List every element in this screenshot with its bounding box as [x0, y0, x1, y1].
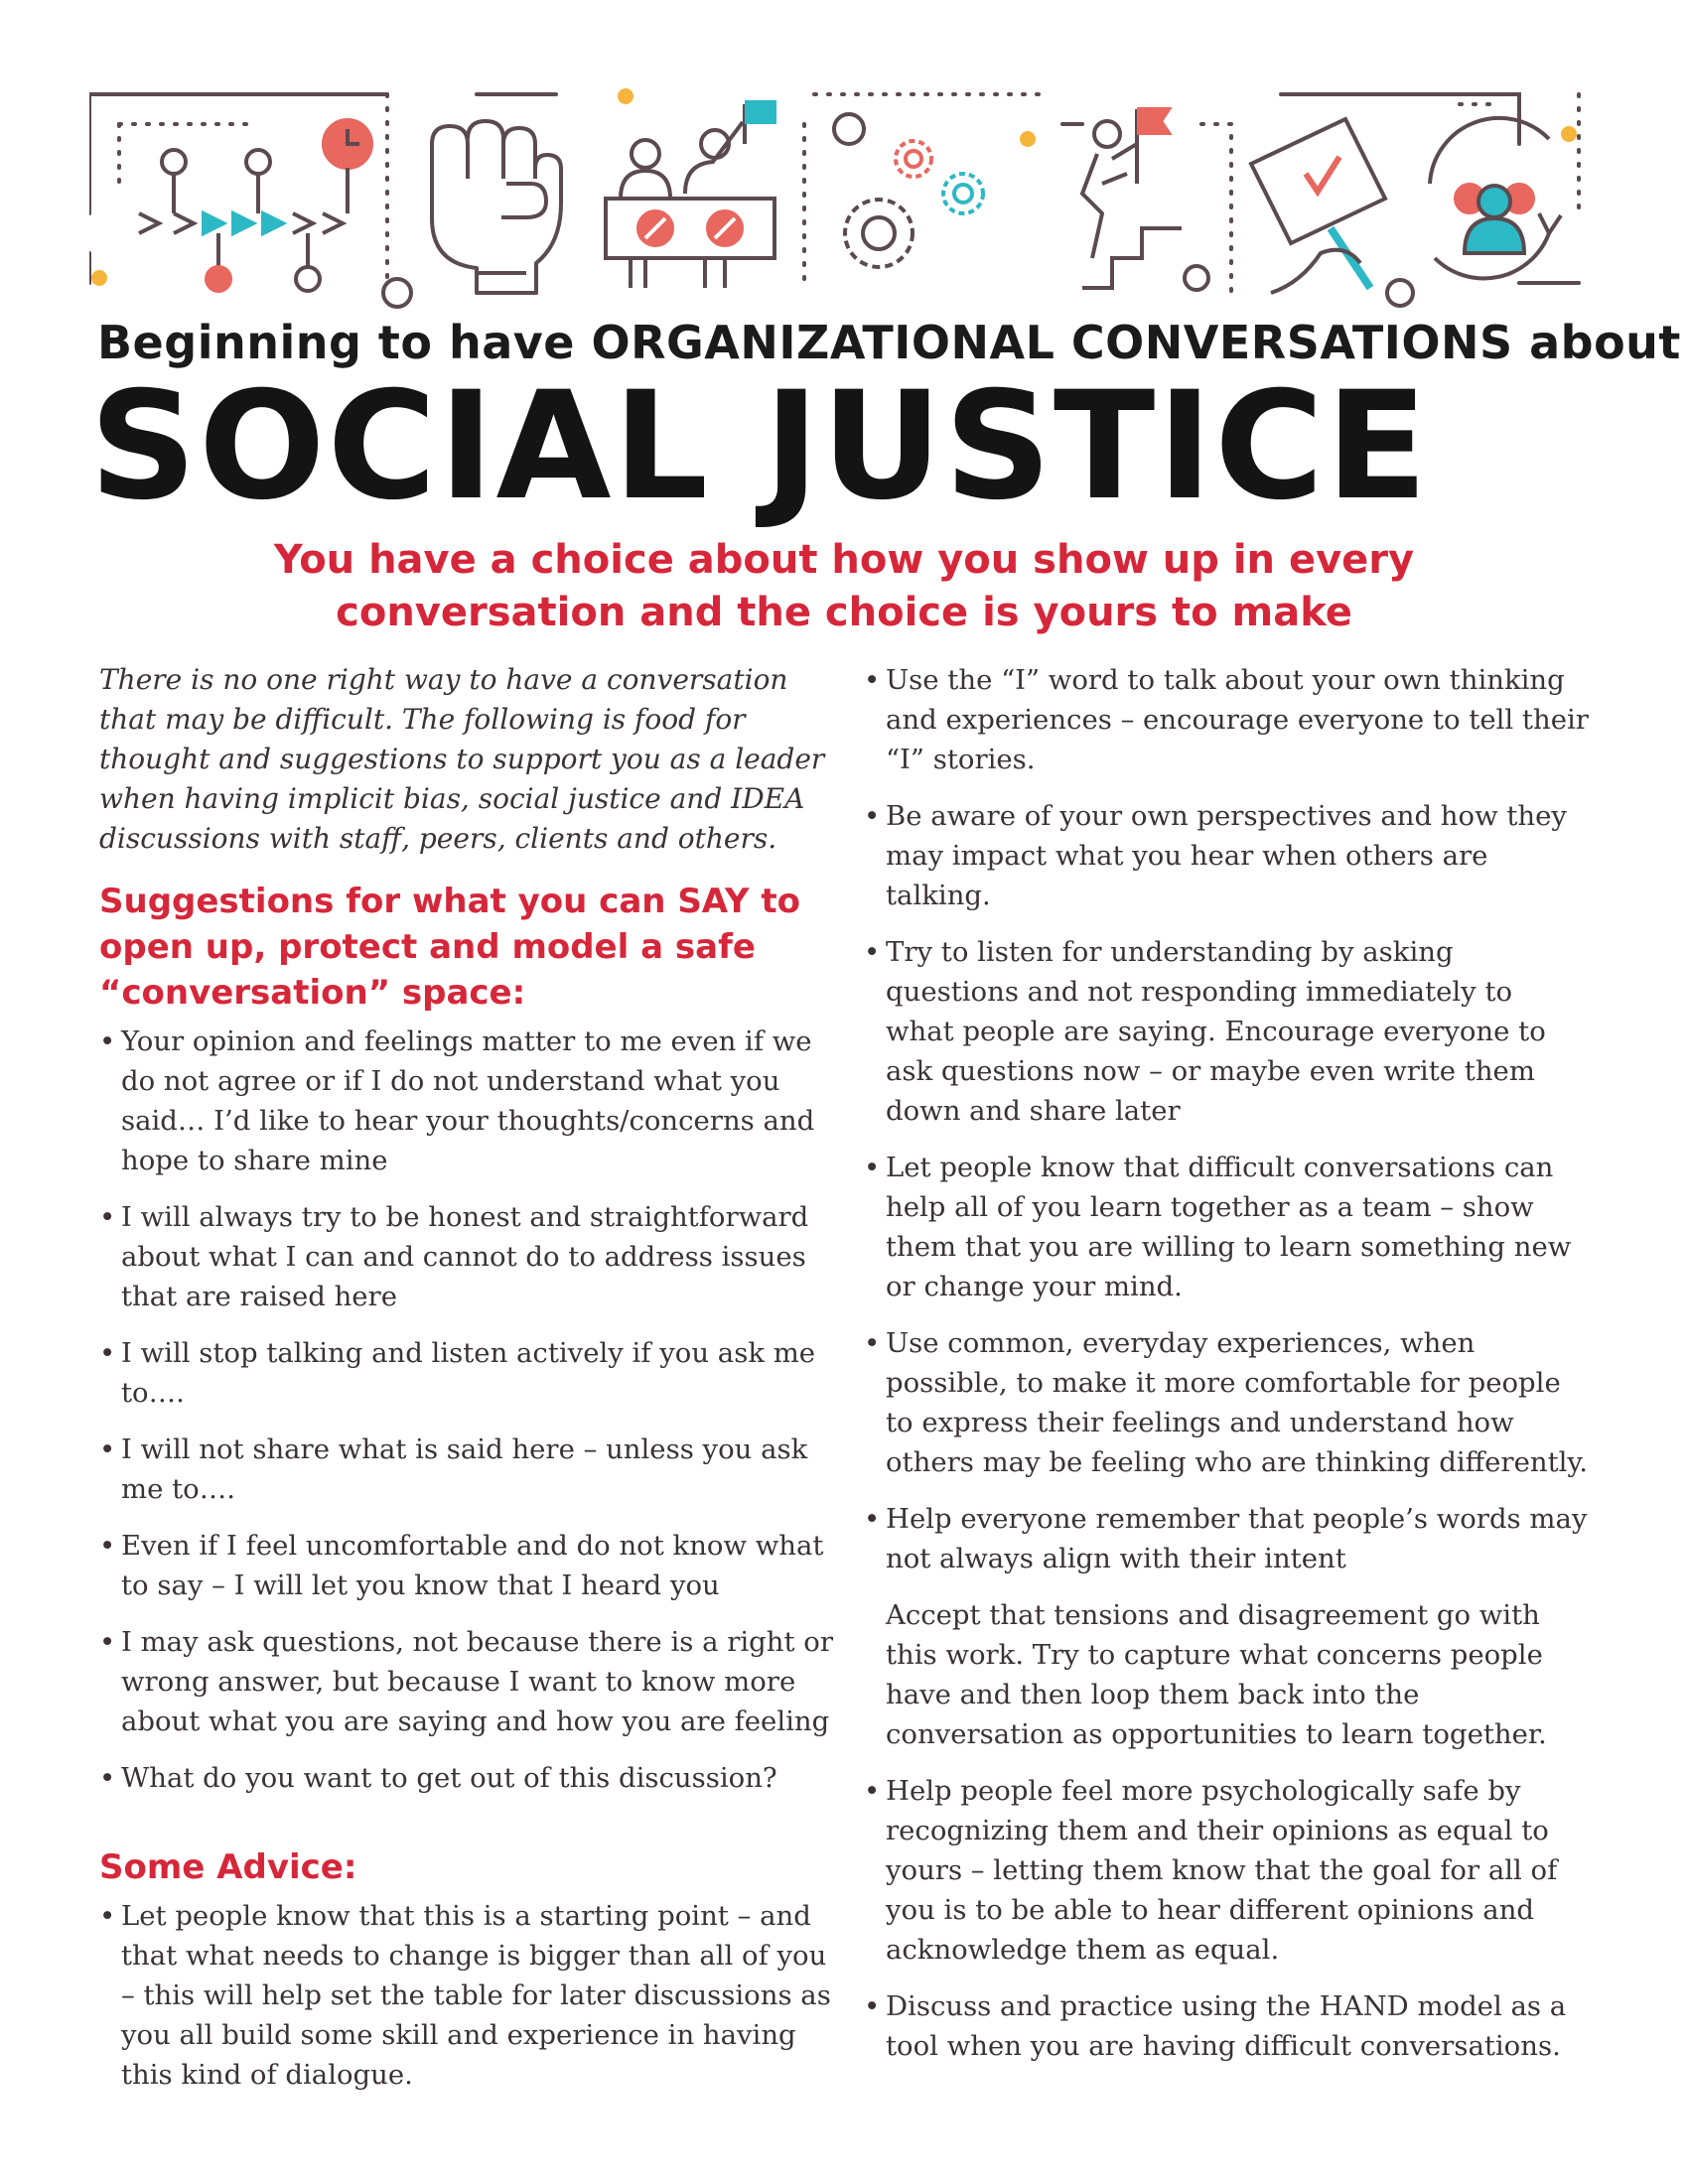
- bullet-icon: •: [864, 1327, 881, 1359]
- list-item-text: Even if I feel uncomfortable and do not know what to say – I will let you know that I heard you: [121, 1530, 824, 1601]
- list-item: [864, 932, 1589, 1131]
- right-column: [864, 660, 1589, 2083]
- bullet-icon: •: [864, 1775, 881, 1807]
- list-item: [99, 1197, 834, 1316]
- climbing-stairs-flag-icon: [1082, 109, 1208, 290]
- bullet-icon: •: [99, 1762, 116, 1794]
- list-item-text: Your opinion and feelings matter to me even if we do not agree or if I do not understand what you said… I’d like to hear your thoughts/concerns and hope to share mine: [121, 1025, 815, 1176]
- list-item-text: Use common, everyday experiences, when possible, to make it more comfortable for people to express their feelings and understand how others may be feeling who are thinking differently.: [886, 1327, 1589, 1478]
- list-item: [864, 1771, 1589, 1970]
- intro-paragraph: There is no one right way to have a conversation that may be difficult. The following is food for thought and suggestions to support you as a leader when having implicit bias, social justice and IDEA discussions with staff, peers, clients and others.: [99, 663, 825, 855]
- list-item: [99, 1622, 834, 1741]
- list-item-text: Try to listen for understanding by asking questions and not responding immediately to what people are saying. Encourage everyone to ask questions now – or maybe even write them down and share later: [886, 936, 1546, 1127]
- advice-list: [99, 1896, 834, 2095]
- bullet-icon: •: [99, 1201, 116, 1233]
- list-item-text: I will always try to be honest and straightforward about what I can and cannot do to address issues that are raised here: [121, 1201, 809, 1312]
- protest-sign-icon: [1251, 119, 1385, 293]
- list-item: [864, 1323, 1589, 1482]
- list-item: [99, 1333, 834, 1413]
- list-item-text: What do you want to get out of this discussion?: [121, 1762, 777, 1794]
- list-item: [99, 1022, 834, 1180]
- bullet-icon: •: [99, 1626, 116, 1658]
- process-flow-icon: [139, 120, 371, 291]
- list-item-text: Be aware of your own perspectives and how they may impact what you hear when others are talking.: [886, 800, 1567, 911]
- advice-list-final: [864, 1771, 1589, 2066]
- list-item-text: I may ask questions, not because there is a right or wrong answer, but because I want to know more about what you are saying and how you are feeling: [121, 1626, 833, 1737]
- list-item: [99, 1896, 834, 2095]
- list-item-text: I will stop talking and listen actively if you ask me to….: [121, 1337, 816, 1409]
- header-subtitle: Beginning to have ORGANIZATIONAL CONVERSATIONS about: [97, 316, 1681, 369]
- advice-list-continued: [864, 660, 1589, 1578]
- list-item: [864, 1986, 1589, 2066]
- list-item: [864, 1148, 1589, 1306]
- tagline-line-1: You have a choice about how you show up in every: [273, 537, 1415, 583]
- say-section-title: Suggestions for what you can SAY to open up, protect and model a safe “conversation” space:: [99, 882, 800, 1013]
- list-item: [99, 1758, 834, 1798]
- banner-svg: [89, 84, 1599, 313]
- list-item-text: Let people know that difficult conversations can help all of you learn together as a team – show them that you are willing to learn something new or change your mind.: [886, 1152, 1572, 1302]
- header-illustration-banner: [89, 84, 1599, 313]
- bullet-icon: •: [864, 936, 881, 968]
- bullet-icon: •: [864, 1152, 881, 1183]
- say-list: [99, 1022, 834, 1798]
- bullet-icon: •: [99, 1530, 116, 1562]
- bullet-icon: •: [864, 1990, 881, 2022]
- bullet-icon: •: [864, 1503, 881, 1535]
- list-item: [99, 1526, 834, 1605]
- note-paragraph: Accept that tensions and disagreement go with this work. Try to capture what concerns people have and then loop them back into the conversation as opportunities to learn together.: [886, 1599, 1547, 1750]
- list-item-text: Discuss and practice using the HAND model as a tool when you are having difficult conversations.: [886, 1990, 1567, 2062]
- list-item-text: Use the “I” word to talk about your own thinking and experiences – encourage everyone to tell their “I” stories.: [886, 664, 1589, 775]
- list-item: [99, 1430, 834, 1509]
- gears-icon: [834, 114, 983, 267]
- bullet-icon: •: [864, 800, 881, 832]
- list-item: [864, 796, 1589, 915]
- bullet-icon: •: [99, 1337, 116, 1369]
- bullet-icon: •: [99, 1433, 116, 1465]
- advice-section-title: Some Advice:: [99, 1847, 357, 1887]
- people-meeting-icon: [606, 102, 774, 288]
- list-item-text: Help people feel more psychologically safe by recognizing them and their opinions as equal to yours – letting them know that the goal for all of you is to be able to hear different opinions and acknowledge them as equal.: [886, 1775, 1558, 1966]
- raised-fist-icon: [432, 121, 561, 293]
- tagline-line-2: conversation and the choice is yours to make: [336, 590, 1352, 635]
- bullet-icon: •: [99, 1025, 116, 1057]
- bullet-icon: •: [99, 1900, 116, 1932]
- left-column: [99, 660, 834, 2112]
- people-cycle-icon: [1430, 118, 1561, 279]
- page-title: SOCIAL JUSTICE: [89, 360, 1430, 533]
- list-item-text: I will not share what is said here – unless you ask me to….: [121, 1433, 808, 1505]
- list-item-text: Help everyone remember that people’s words may not always align with their intent: [886, 1503, 1588, 1574]
- list-item: [864, 660, 1589, 779]
- list-item: [864, 1499, 1589, 1578]
- list-item-text: Let people know that this is a starting point – and that what needs to change is bigger than all of you – this will help set the table for later discussions as you all build some skill and experience in having this kind of dialogue.: [121, 1900, 831, 2091]
- bullet-icon: •: [864, 664, 881, 696]
- tagline: [159, 534, 1529, 639]
